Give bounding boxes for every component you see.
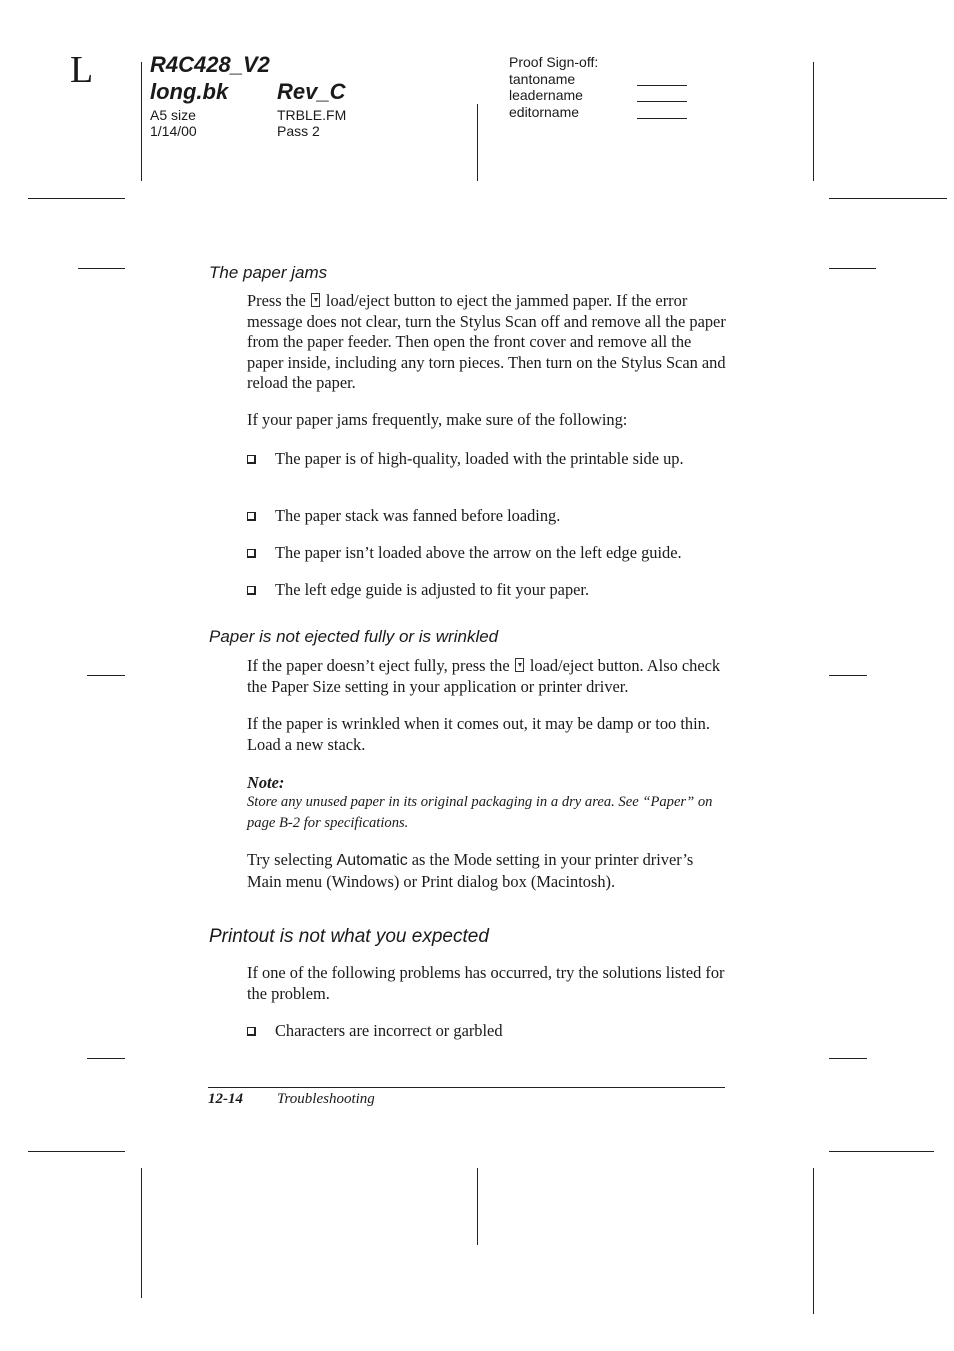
crop-mark <box>28 1151 125 1152</box>
signoff-line <box>637 118 687 119</box>
list-item-text: Characters are incorrect or garbled <box>275 1021 503 1040</box>
slug-title-line2: long.bk <box>150 79 229 104</box>
list-item <box>247 543 729 564</box>
slug-date: 1/14/00 <box>150 123 197 139</box>
text-run: load/eject button to eject the jammed paper. If the error message does not clear, turn the Stylus Scan off and remove all the paper from the paper feeder. Then open the front cover and remove all the paper inside, including any torn pieces. Then turn on the Stylus Scan and reload the paper. <box>247 291 726 392</box>
proof-name-leader: leadername <box>509 87 583 103</box>
list-item <box>247 1021 729 1042</box>
printout-paragraph-1: If one of the following problems has occurred, try the solutions listed for the problem. <box>247 963 725 1003</box>
checkbox-bullet-icon <box>247 512 256 521</box>
crop-mark <box>829 1058 867 1059</box>
note-text: Store any unused paper in its original packaging in a dry area. See “Paper” on page B-2 for specifications. <box>247 794 713 831</box>
checkbox-bullet-icon <box>247 455 256 464</box>
text-run: If the paper doesn’t eject fully, press the <box>247 656 514 675</box>
crop-mark <box>477 104 478 181</box>
list-item-text: The left edge guide is adjusted to fit your paper. <box>275 580 590 599</box>
corner-letter: L <box>70 49 94 91</box>
crop-mark <box>87 675 125 676</box>
slug-size: A5 size <box>150 107 196 123</box>
paper-jams-paragraph-1 <box>247 291 729 394</box>
heading-not-ejected: Paper is not ejected fully or is wrinkled <box>209 627 499 646</box>
crop-mark <box>78 268 125 269</box>
not-ejected-paragraph-2: If the paper is wrinkled when it comes out, it may be damp or too thin. Load a new stack. <box>247 714 710 754</box>
crop-mark <box>813 1168 814 1314</box>
list-item <box>247 580 729 601</box>
list-item-text: The paper is of high-quality, loaded with the printable side up. <box>275 449 684 468</box>
heading-printout: Printout is not what you expected <box>209 926 489 947</box>
slug-pass: Pass 2 <box>277 123 320 139</box>
text-run: as the Mode setting in your printer driver’s Main menu (Windows) or Print dialog box (Macintosh). <box>247 850 694 891</box>
slug-title-line1: R4C428_V2 <box>150 52 270 77</box>
list-item <box>247 506 729 527</box>
crop-mark <box>829 198 947 199</box>
list-item-text: The paper isn’t loaded above the arrow on the left edge guide. <box>275 543 682 562</box>
list-item <box>247 449 729 470</box>
checkbox-bullet-icon <box>247 586 256 595</box>
crop-mark <box>829 1151 934 1152</box>
mode-setting-name: Automatic <box>336 852 408 869</box>
crop-mark <box>829 675 867 676</box>
checkbox-bullet-icon <box>247 549 256 558</box>
not-ejected-paragraph-1 <box>247 656 729 697</box>
crop-mark <box>87 1058 125 1059</box>
load-eject-button-icon <box>515 658 524 672</box>
crop-mark <box>813 62 814 181</box>
crop-mark <box>477 1168 478 1245</box>
load-eject-button-icon <box>311 293 320 307</box>
signoff-line <box>637 85 687 86</box>
slug-rev: Rev_C <box>277 79 346 104</box>
crop-mark <box>141 1168 142 1298</box>
signoff-line <box>637 101 687 102</box>
text-run: load/eject button. Also check the Paper Size setting in your application or printer driver. <box>247 656 721 696</box>
proof-name-editor: editorname <box>509 104 580 120</box>
crop-mark <box>141 62 142 181</box>
proof-signoff-label: Proof Sign-off: <box>509 54 599 70</box>
footer-rule <box>208 1087 725 1088</box>
text-run: Press the <box>247 291 310 310</box>
list-item-text: The paper stack was fanned before loading. <box>275 506 561 525</box>
proof-name-tanto: tantoname <box>509 71 576 87</box>
paper-jams-paragraph-2: If your paper jams frequently, make sure of the following: <box>247 410 628 429</box>
slug-file: TRBLE.FM <box>277 107 347 123</box>
crop-mark <box>829 268 876 269</box>
not-ejected-paragraph-3 <box>247 850 729 892</box>
checkbox-bullet-icon <box>247 1027 256 1036</box>
text-run: Try selecting <box>247 850 337 869</box>
note-label: Note: <box>247 773 285 792</box>
page-number: 12-14 <box>208 1091 243 1107</box>
footer-section-name: Troubleshooting <box>277 1091 375 1107</box>
crop-mark <box>28 198 125 199</box>
heading-paper-jams: The paper jams <box>209 263 328 282</box>
